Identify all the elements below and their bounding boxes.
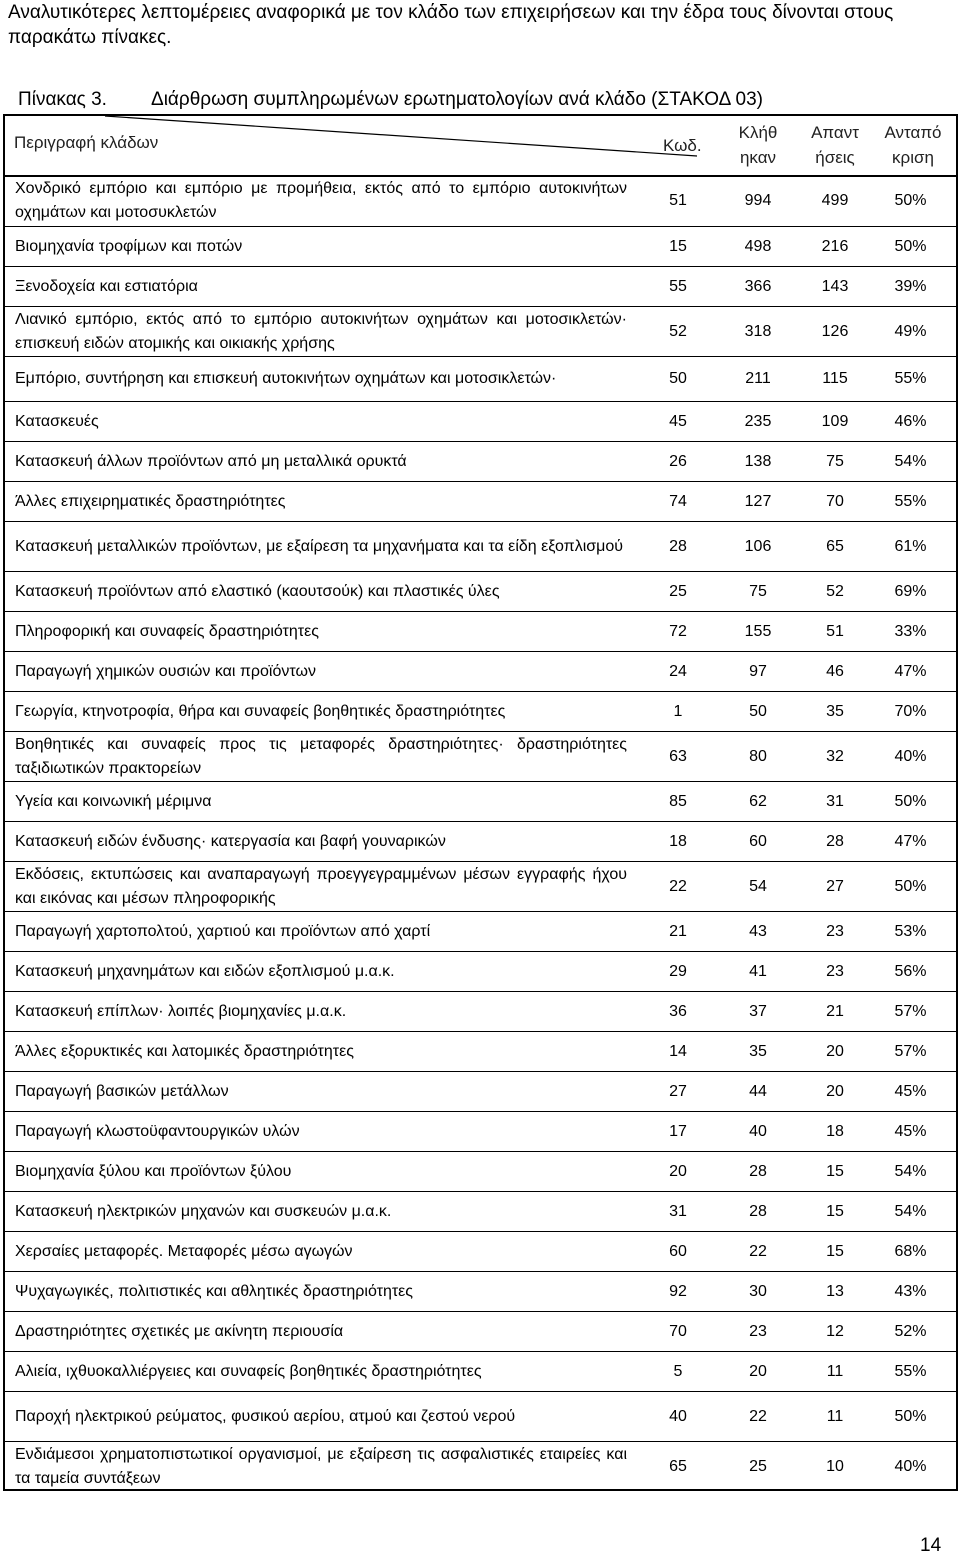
row-answers: 143 (821, 277, 849, 295)
row-description: Ξενοδοχεία και εστιατόρια (15, 277, 198, 295)
row-description: Πληροφορική και συναφείς δραστηριότητες (15, 622, 319, 640)
row-called: 25 (749, 1458, 767, 1475)
row-called: 37 (749, 1002, 767, 1020)
row-answers: 51 (826, 622, 844, 640)
row-answers: 13 (826, 1282, 844, 1300)
row-code: 21 (669, 922, 687, 940)
row-response-rate: 47% (894, 662, 927, 680)
row-answers: 35 (826, 702, 844, 720)
row-response-rate: 43% (894, 1282, 927, 1300)
row-answers: 499 (821, 191, 849, 209)
row-description: Εμπόριο, συντήρηση και επισκευή αυτοκινήτων οχημάτων και μοτοσικλετών· (15, 370, 557, 387)
row-code: 70 (669, 1322, 687, 1340)
row-called: 40 (749, 1122, 767, 1140)
table-row (5, 992, 956, 1032)
row-response-rate: 61% (894, 537, 927, 555)
page-number: 14 (920, 1535, 942, 1556)
row-response-rate: 39% (894, 277, 927, 295)
header-called: Κλήθ ηκαν (738, 123, 778, 167)
row-description: Παραγωγή κλωστοϋφαντουργικών υλών (15, 1122, 300, 1140)
row-called: 20 (749, 1362, 767, 1380)
row-description: Βοηθητικές και συναφείς προς τις μεταφορές δραστηριότητες· δραστηριότητες ταξιδιωτικών πρακτορείων (15, 735, 627, 777)
table-row (5, 862, 956, 912)
row-description: Δραστηριότητες σχετικές με ακίνητη περιουσία (15, 1322, 344, 1340)
row-answers: 126 (821, 322, 849, 340)
row-called: 60 (749, 832, 767, 850)
row-answers: 10 (826, 1458, 844, 1475)
row-response-rate: 70% (894, 702, 927, 720)
row-answers: 75 (826, 452, 844, 470)
row-called: 41 (749, 962, 767, 980)
table-row (5, 652, 956, 692)
row-answers: 15 (826, 1202, 844, 1220)
table-title: Διάρθρωση συμπληρωμένων ερωτηματολογίων ανά κλάδο (ΣΤΑΚΟΔ 03) (151, 89, 763, 110)
table-row (5, 307, 956, 357)
row-response-rate: 45% (894, 1122, 927, 1140)
row-answers: 20 (826, 1082, 844, 1100)
row-code: 65 (669, 1458, 687, 1475)
row-code: 18 (669, 832, 687, 850)
row-answers: 115 (822, 370, 848, 387)
row-code: 27 (669, 1082, 687, 1100)
row-called: 23 (749, 1322, 767, 1340)
row-description: Κατασκευή επίπλων· λοιπές βιομηχανίες μ.α.κ. (15, 1002, 347, 1020)
table-row (5, 522, 956, 572)
row-description: Κατασκευές (15, 412, 99, 430)
row-code: 26 (669, 452, 687, 470)
row-description: Παραγωγή χημικών ουσιών και προϊόντων (15, 662, 316, 680)
row-called: 211 (745, 370, 771, 387)
row-code: 31 (669, 1202, 687, 1220)
row-answers: 20 (826, 1042, 844, 1060)
row-code: 15 (669, 237, 687, 255)
table-row (5, 1392, 956, 1442)
row-answers: 21 (826, 1002, 844, 1020)
row-called: 62 (749, 792, 767, 810)
row-response-rate: 40% (894, 1458, 927, 1475)
row-answers: 12 (826, 1322, 844, 1340)
table-row (5, 402, 956, 442)
row-response-rate: 50% (894, 792, 927, 810)
table-row (5, 782, 956, 822)
row-description: Χερσαίες μεταφορές. Μεταφορές μέσω αγωγών (15, 1242, 353, 1260)
row-description: Άλλες εξορυκτικές και λατομικές δραστηριότητες (15, 1042, 354, 1060)
row-response-rate: 40% (894, 747, 927, 765)
row-answers: 23 (826, 922, 844, 940)
row-called: 106 (744, 537, 772, 555)
row-called: 75 (749, 582, 767, 600)
row-response-rate: 50% (894, 191, 927, 209)
industry-table (3, 114, 958, 1491)
row-response-rate: 54% (894, 1162, 927, 1180)
row-response-rate: 47% (894, 832, 927, 850)
row-code: 60 (669, 1242, 687, 1260)
row-code: 40 (669, 1407, 687, 1425)
row-answers: 65 (826, 537, 844, 555)
row-response-rate: 45% (894, 1082, 927, 1100)
row-called: 28 (749, 1202, 767, 1220)
table-row (5, 227, 956, 267)
table-row (5, 732, 956, 782)
row-response-rate: 50% (894, 877, 927, 895)
row-description: Παραγωγή βασικών μετάλλων (15, 1082, 229, 1100)
row-answers: 15 (826, 1242, 844, 1260)
row-answers: 32 (826, 747, 844, 765)
row-answers: 109 (821, 412, 849, 430)
row-called: 54 (749, 877, 767, 895)
row-called: 22 (749, 1407, 767, 1425)
row-response-rate: 49% (894, 322, 927, 340)
row-code: 17 (669, 1122, 687, 1140)
row-response-rate: 57% (894, 1042, 927, 1060)
row-called: 994 (744, 191, 772, 209)
row-answers: 28 (826, 832, 844, 850)
row-description: Κατασκευή προϊόντων από ελαστικό (καουτσούκ) και πλαστικές ύλες (15, 582, 500, 600)
row-answers: 23 (826, 962, 844, 980)
row-code: 22 (669, 877, 687, 895)
header-description: Περιγραφή κλάδων (14, 133, 159, 152)
row-code: 55 (669, 277, 687, 295)
table-row (5, 1192, 956, 1232)
row-response-rate: 56% (894, 962, 927, 980)
table-row (5, 952, 956, 992)
table-row (5, 1072, 956, 1112)
row-answers: 11 (826, 1362, 844, 1380)
row-description: Κατασκευή άλλων προϊόντων από μη μεταλλικά ορυκτά (15, 452, 407, 470)
row-answers: 70 (826, 492, 844, 510)
row-description: Ψυχαγωγικές, πολιτιστικές και αθλητικές δραστηριότητες (15, 1282, 414, 1300)
table-row (5, 1232, 956, 1272)
table-row (5, 612, 956, 652)
table-row (5, 692, 956, 732)
row-called: 97 (749, 662, 767, 680)
table-row (5, 1442, 956, 1492)
row-response-rate: 57% (894, 1002, 927, 1020)
row-called: 138 (744, 452, 772, 470)
row-description: Αλιεία, ιχθυοκαλλιέργειες και συναφείς βοηθητικές δραστηριότητες (15, 1362, 482, 1380)
table-row (5, 1312, 956, 1352)
row-response-rate: 68% (894, 1242, 927, 1260)
row-answers: 52 (826, 582, 844, 600)
row-response-rate: 54% (894, 1202, 927, 1220)
row-answers: 11 (826, 1407, 844, 1425)
row-description: Γεωργία, κτηνοτροφία, θήρα και συναφείς βοηθητικές δραστηριότητες (15, 702, 506, 720)
row-code: 25 (669, 582, 687, 600)
table-row (5, 1112, 956, 1152)
table-caption (18, 88, 948, 112)
row-code: 74 (669, 492, 687, 510)
row-response-rate: 55% (894, 1362, 927, 1380)
row-code: 28 (669, 537, 687, 555)
row-called: 35 (749, 1042, 767, 1060)
row-called: 155 (744, 622, 772, 640)
row-response-rate: 53% (894, 922, 927, 940)
row-response-rate: 55% (894, 370, 927, 387)
row-answers: 31 (826, 792, 844, 810)
row-response-rate: 46% (894, 412, 927, 430)
row-called: 80 (749, 747, 767, 765)
row-code: 51 (669, 191, 687, 209)
row-code: 5 (673, 1362, 683, 1380)
row-called: 366 (744, 277, 772, 295)
row-code: 29 (669, 962, 687, 980)
row-response-rate: 52% (894, 1322, 927, 1340)
row-answers: 15 (826, 1162, 844, 1180)
row-code: 50 (669, 370, 687, 387)
row-called: 30 (749, 1282, 767, 1300)
table-row (5, 822, 956, 862)
row-description: Βιομηχανία τροφίμων και ποτών (15, 237, 243, 255)
row-answers: 18 (826, 1122, 844, 1140)
table-row (5, 442, 956, 482)
table-row (5, 482, 956, 522)
row-description: Κατασκευή ηλεκτρικών μηχανών και συσκευών μ.α.κ. (15, 1202, 392, 1220)
row-response-rate: 33% (894, 622, 927, 640)
table-row (5, 1272, 956, 1312)
row-called: 44 (749, 1082, 767, 1100)
row-description: Βιομηχανία ξύλου και προϊόντων ξύλου (15, 1162, 292, 1180)
row-called: 22 (749, 1242, 767, 1260)
header-code: Κωδ. (663, 136, 702, 155)
row-response-rate: 50% (894, 1407, 927, 1425)
row-code: 63 (669, 747, 687, 765)
row-description: Παραγωγή χαρτοπολτού, χαρτιού και προϊόντων από χαρτί (15, 922, 431, 940)
header-response-rate: Ανταπό κριση (884, 123, 942, 167)
row-description: Χονδρικό εμπόριο και εμπόριο με προμήθεια, εκτός από το εμπόριο αυτοκινήτων οχημάτων και μοτοσυκλετών (15, 179, 627, 221)
row-code: 14 (669, 1042, 687, 1060)
row-called: 498 (744, 237, 772, 255)
row-code: 92 (669, 1282, 687, 1300)
row-called: 43 (749, 922, 767, 940)
row-description: Εκδόσεις, εκτυπώσεις και αναπαραγωγή προεγγεγραμμένων μέσων εγγραφής ήχου και εικόνας και μέσων πληροφορικής (15, 865, 627, 907)
table-row (5, 1352, 956, 1392)
table-row (5, 267, 956, 307)
row-code: 24 (669, 662, 687, 680)
table-header (5, 116, 956, 177)
row-code: 36 (669, 1002, 687, 1020)
row-answers: 216 (821, 237, 849, 255)
row-code: 45 (669, 412, 687, 430)
row-description: Άλλες επιχειρηματικές δραστηριότητες (15, 492, 286, 510)
row-description: Κατασκευή μηχανημάτων και ειδών εξοπλισμού μ.α.κ. (15, 962, 395, 980)
row-code: 1 (673, 702, 683, 720)
row-code: 52 (669, 322, 687, 340)
row-called: 318 (744, 322, 772, 340)
row-response-rate: 50% (894, 237, 927, 255)
row-description: Υγεία και κοινωνική μέριμνα (15, 792, 212, 810)
row-code: 72 (669, 622, 687, 640)
row-description: Κατασκευή μεταλλικών προϊόντων, με εξαίρεση τα μηχανήματα και τα είδη εξοπλισμού (15, 537, 623, 555)
row-description: Λιανικό εμπόριο, εκτός από το εμπόριο αυτοκινήτων οχημάτων και μοτοσικλετών· επισκευή ειδών ατομικής και οικιακής χρήσης (15, 310, 627, 352)
row-response-rate: 55% (894, 492, 927, 510)
row-called: 28 (749, 1162, 767, 1180)
row-answers: 46 (826, 662, 844, 680)
table-row (5, 572, 956, 612)
row-description: Κατασκευή ειδών ένδυσης· κατεργασία και βαφή γουναρικών (15, 832, 446, 850)
row-called: 235 (744, 412, 772, 430)
table-row (5, 1152, 956, 1192)
table-number: Πίνακας 3. (18, 89, 107, 110)
row-description: Ενδιάμεσοι χρηματοπιστωτικοί οργανισμοί, με εξαίρεση τις ασφαλιστικές εταιρείες και τα ταμεία συντάξεων (15, 1446, 627, 1487)
row-description: Παροχή ηλεκτρικού ρεύματος, φυσικού αερίου, ατμού και ζεστού νερού (15, 1407, 516, 1425)
header-answers: Απαντ ήσεις (811, 123, 859, 167)
row-called: 50 (749, 702, 767, 720)
row-answers: 27 (826, 877, 844, 895)
row-code: 85 (669, 792, 687, 810)
row-called: 127 (744, 492, 772, 510)
table-row (5, 357, 956, 402)
table-row (5, 1032, 956, 1072)
table-row (5, 912, 956, 952)
table-row (5, 175, 956, 227)
row-response-rate: 54% (894, 452, 927, 470)
row-response-rate: 69% (894, 582, 927, 600)
row-code: 20 (669, 1162, 687, 1180)
intro-paragraph: Αναλυτικότερες λεπτομέρειες αναφορικά με τον κλάδο των επιχειρήσεων και την έδρα τους δίνονται στους παρακάτω πίνακες. (8, 2, 894, 48)
